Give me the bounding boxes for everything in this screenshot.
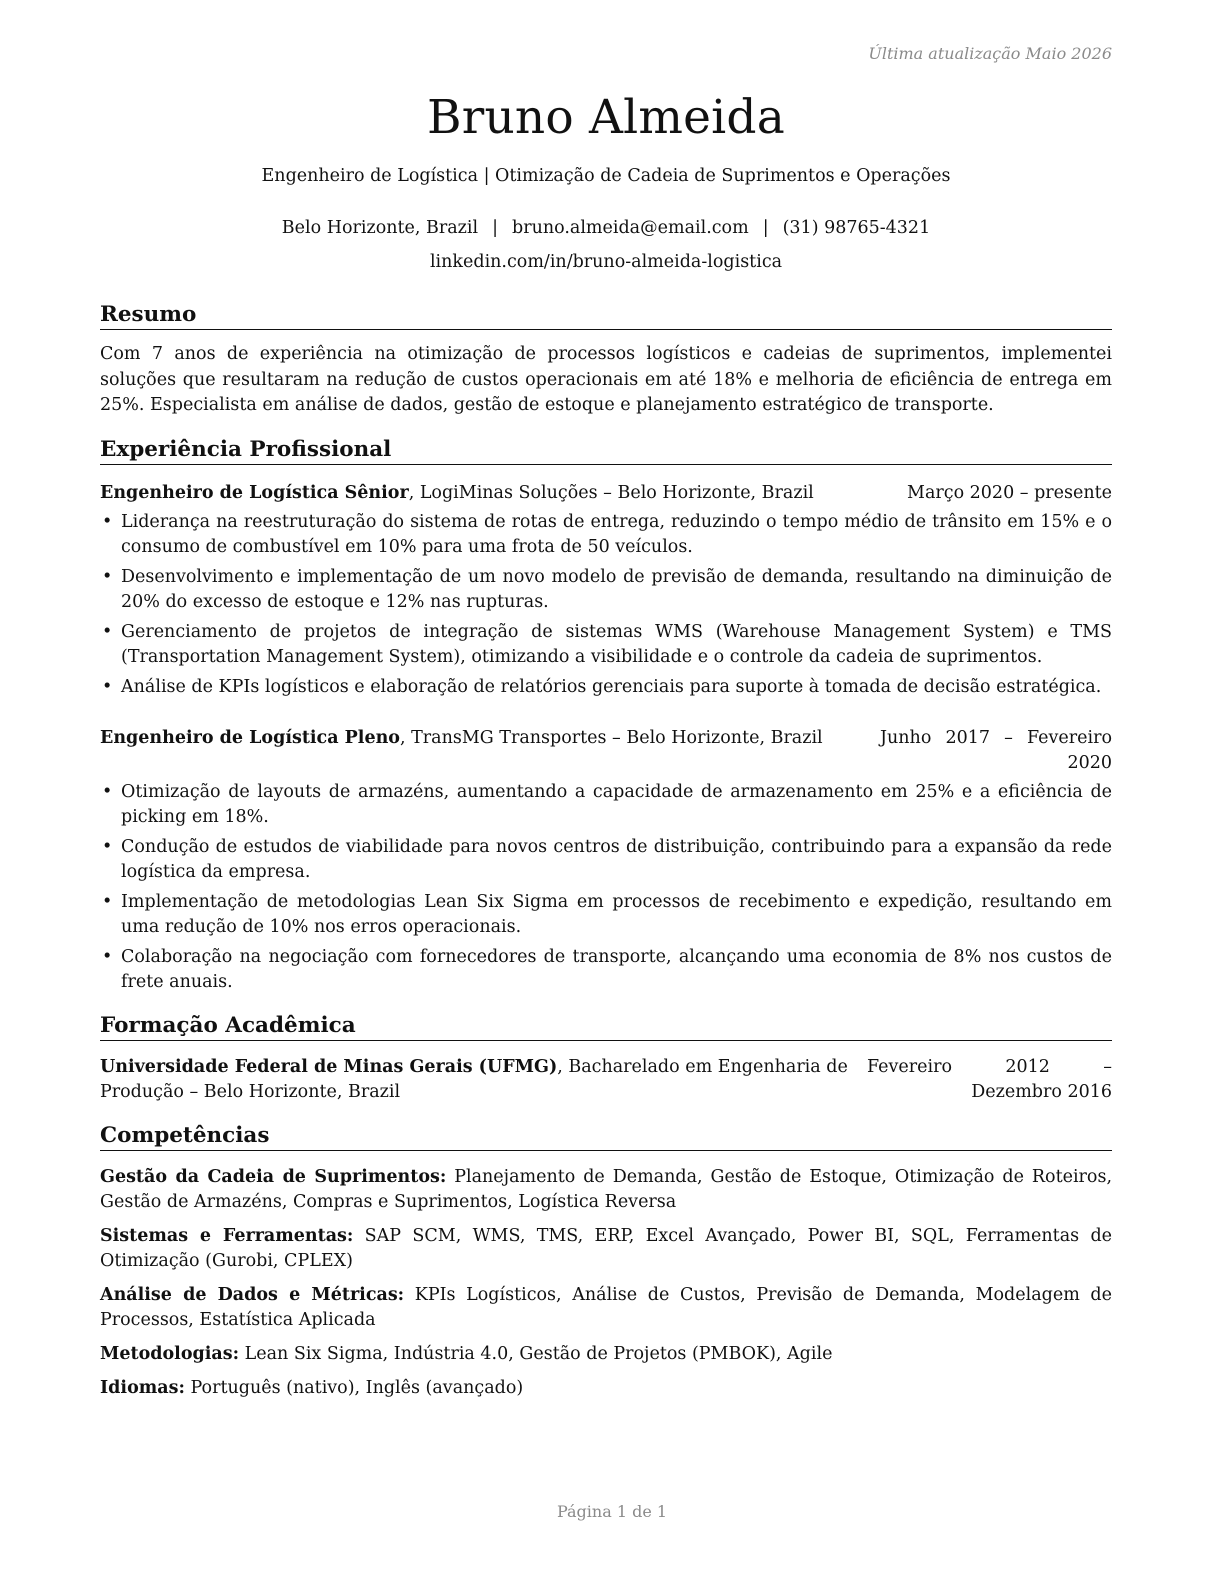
- education-entry: [100, 1055, 1112, 1105]
- skill-value: Português (nativo), Inglês (avançado): [184, 1377, 524, 1398]
- job-role: Engenheiro de Logística Sênior: [100, 482, 409, 503]
- job-bullets: [100, 510, 1112, 700]
- list-item: • Gerenciamento de projetos de integração de sistemas WMS (Warehouse Management System) e TMS (Transportation Management System), otimizando a visibilidade e o controle da cadeia de suprimentos.: [100, 620, 1112, 670]
- skill-value: KPIs Logísticos, Análise de Custos, Previsão de Demanda, Modelagem de Processos, Estatística Aplicada: [100, 1284, 1112, 1330]
- section-title-summary: Resumo: [100, 302, 1112, 330]
- page-number: Página 1 de 1: [556, 1502, 668, 1521]
- skills-list: [100, 1165, 1112, 1401]
- candidate-name: Bruno Almeida: [427, 90, 785, 145]
- section-title-education: Formação Acadêmica: [100, 1013, 1112, 1041]
- skill-label: Sistemas e Ferramentas:: [100, 1225, 354, 1246]
- job-company: , TransMG Transportes – Belo Horizonte, Brazil: [399, 727, 823, 748]
- contact-line: [100, 216, 1112, 240]
- list-item: • Otimização de layouts de armazéns, aumentando a capacidade de armazenamento em 25% e a eficiência de picking em 18%.: [100, 780, 1112, 830]
- education-dates: Fevereiro 2012 – Dezembro 2016: [867, 1056, 1112, 1102]
- separator: |: [492, 218, 498, 238]
- list-item: • Desenvolvimento e implementação de um novo modelo de previsão de demanda, resultando na diminuição de 20% do excesso de estoque e 12% nas rupturas.: [100, 565, 1112, 615]
- job-dates: Março 2020 – presente: [907, 482, 1112, 503]
- job-header: [100, 726, 1112, 776]
- list-item: • Liderança na reestruturação do sistema de rotas de entrega, reduzindo o tempo médio de trânsito em 15% e o consumo de combustível em 10% para uma frota de 50 veículos.: [100, 510, 1112, 560]
- skill-label: Metodologias:: [100, 1343, 240, 1364]
- skill-row: [100, 1283, 1112, 1333]
- section-title-skills: Competências: [100, 1123, 1112, 1151]
- list-item: • Análise de KPIs logísticos e elaboração de relatórios gerenciais para suporte à tomada de decisão estratégica.: [100, 675, 1112, 700]
- list-item: • Implementação de metodologias Lean Six Sigma em processos de recebimento e expedição, resultando em uma redução de 10% nos erros operacionais.: [100, 890, 1112, 940]
- list-item: • Condução de estudos de viabilidade para novos centros de distribuição, contribuindo para a expansão da rede logística da empresa.: [100, 835, 1112, 885]
- tagline: Engenheiro de Logística | Otimização de Cadeia de Suprimentos e Operações: [261, 166, 951, 186]
- linkedin-link[interactable]: linkedin.com/in/bruno-almeida-logistica: [429, 252, 783, 272]
- phone: (31) 98765-4321: [782, 218, 931, 238]
- job-company: , LogiMinas Soluções – Belo Horizonte, Brazil: [408, 482, 814, 503]
- resume-page: [100, 88, 1112, 1401]
- skill-row: [100, 1165, 1112, 1215]
- skill-value: SAP SCM, WMS, TMS, ERP, Excel Avançado, Power BI, SQL, Ferramentas de Otimização (Gurobi, CPLEX): [100, 1225, 1113, 1271]
- location: Belo Horizonte, Brazil: [281, 218, 479, 238]
- skill-row: [100, 1376, 1112, 1401]
- job-dates: Junho 2017 – Fevereiro 2020: [880, 727, 1112, 773]
- degree-details: , Bacharelado em Engenharia de Produção – Belo Horizonte, Brazil: [100, 1056, 848, 1102]
- summary-text: Com 7 anos de experiência na otimização de processos logísticos e cadeias de suprimentos, implementei soluções que resultaram na redução de custos operacionais em até 18% e melhoria de eficiência de entrega em 25%. Especialista em análise de dados, gestão de estoque e planejamento estratégico de transporte.: [100, 344, 1112, 415]
- job-header: [100, 481, 1112, 506]
- skill-value: Lean Six Sigma, Indústria 4.0, Gestão de Projetos (PMBOK), Agile: [239, 1343, 833, 1364]
- skill-label: Análise de Dados e Métricas:: [100, 1284, 405, 1305]
- skill-label: Gestão da Cadeia de Suprimentos:: [100, 1166, 447, 1187]
- list-item: • Colaboração na negociação com fornecedores de transporte, alcançando uma economia de 8% nos custos de frete anuais.: [100, 945, 1112, 995]
- skill-value: Planejamento de Demanda, Gestão de Estoque, Otimização de Roteiros, Gestão de Armazéns, Compras e Suprimentos, Logística Reversa: [100, 1166, 1113, 1212]
- skill-row: [100, 1224, 1112, 1274]
- school-name: Universidade Federal de Minas Gerais (UFMG): [100, 1056, 558, 1077]
- skill-label: Idiomas:: [100, 1377, 185, 1398]
- job-bullets: [100, 780, 1112, 995]
- separator: |: [762, 218, 769, 238]
- job-role: Engenheiro de Logística Pleno: [100, 727, 400, 748]
- last-updated: Última atualização Maio 2026: [868, 44, 1112, 63]
- section-title-experience: Experiência Profissional: [100, 437, 1112, 465]
- skill-row: [100, 1342, 1112, 1367]
- email-link[interactable]: bruno.almeida@email.com: [512, 218, 749, 238]
